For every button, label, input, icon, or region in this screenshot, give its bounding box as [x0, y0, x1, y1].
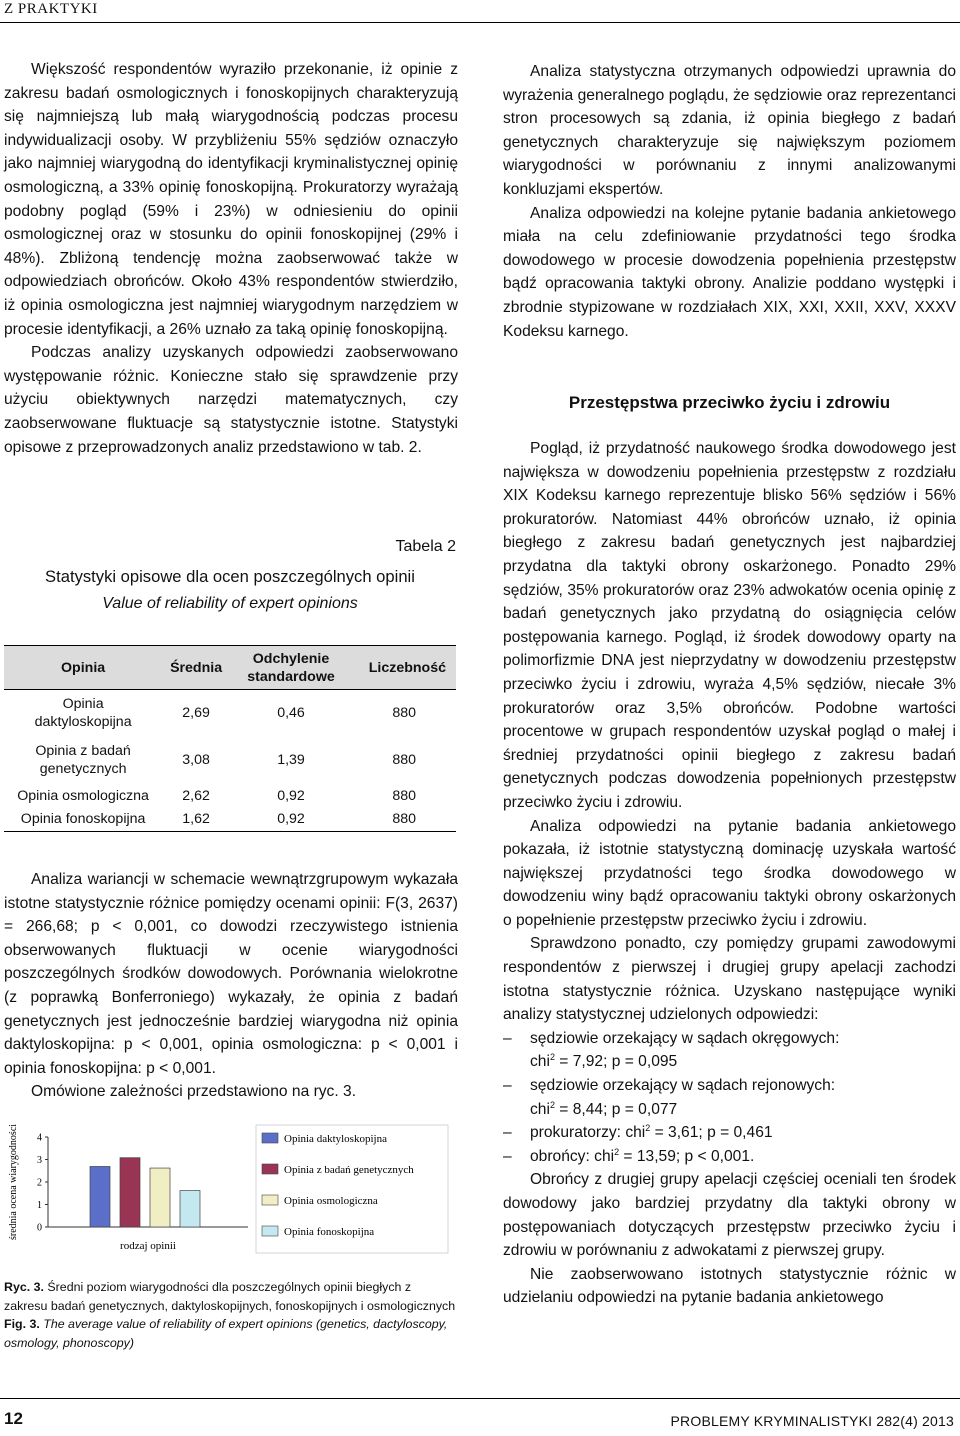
table-cell: Opinia osmologiczna: [17, 787, 149, 804]
table-cell: Opinia z badań genetycznych: [35, 743, 131, 777]
section-heading: Przestępstwa przeciwko życiu i zdrowiu: [568, 393, 891, 412]
paragraph: Analiza odpowiedzi na kolejne pytanie badania ankietowego miała na celu zdefiniowanie przydatności tego środka dowodowego w procesie dowodzenia popełnienia przestępstw bądź opracowania taktyki obrony. Analizie poddano występki i zbrodnie stypizowane w rozdziałach XIX, XXI, XXII, XXV, XXXV Kodeksu karnego.: [503, 204, 956, 340]
table-cell: 0,46: [277, 705, 305, 722]
list-dash: –: [503, 1077, 512, 1095]
result-statistic: [530, 1050, 956, 1074]
table-row: [4, 690, 456, 737]
bar: [150, 1168, 170, 1227]
table-cell: 1,62: [182, 811, 210, 828]
column-header: Opinia: [61, 659, 106, 676]
caption-english: [4, 1315, 456, 1352]
paragraph: Analiza wariancji w schemacie wewnątrzgrupowym wykazała istotne statystycznie różnice pomiędzy ocenami opinii: F(3, 2637) = 266,68; p < 0,001, co dowodzi rzeczywistego istnienia obserwowanych fluktuacji w ocenie wiarygodności poszczególnych środków dowodowych. Porównania wielokrotne (z poprawką Bonferroniego) wykazały, że opinia z badań genetycznych jest jednocześnie bardziej wiarygodna niż opinia daktyloskopijna: p < 0,001, opinia osmologiczna: p < 0,001 i opinia fonoskopijna: p < 0,001.: [4, 871, 458, 1077]
paragraph: Podczas analizy uzyskanych odpowiedzi zaobserwowano występowanie różnic. Konieczne stało się sprawdzenie przy użyciu obiektywnych narzędzi matematycznych, czy zaobserwowane fluktuacje są statystycznie istotne. Statystyki opisowe z przeprowadzonych analiz przedstawiono w tab. 2.: [4, 344, 458, 456]
table-title: Statystyki opisowe dla ocen poszczególnych opinii: [45, 567, 415, 586]
caption-text: The average value of reliability of expert opinions (genetics, dactyloscopy, osmology, phonoscopy): [4, 1317, 448, 1350]
right-column-intro: [503, 60, 956, 343]
stat-value: = 8,44; p = 0,077: [554, 1100, 678, 1118]
y-tick-label: 2: [37, 1177, 42, 1189]
section-label: Z PRAKTYKI: [4, 1, 98, 17]
legend-label: Opinia daktyloskopijna: [284, 1133, 387, 1145]
legend-label: Opinia osmologiczna: [284, 1195, 378, 1207]
result-item: [503, 1121, 956, 1145]
legend-swatch: [262, 1133, 278, 1143]
figure-caption: [4, 1278, 456, 1352]
figure-chart: [4, 1123, 456, 1258]
result-statistic: [530, 1098, 956, 1122]
bar-chart: [4, 1123, 456, 1258]
table-row: [4, 737, 456, 784]
legend-label: Opinia z badań genetycznych: [284, 1164, 414, 1176]
bar: [180, 1191, 200, 1227]
table-row: [4, 808, 456, 832]
page-number: 12: [4, 1409, 23, 1428]
table-cell: 0,92: [277, 787, 305, 804]
table-cell: 2,62: [182, 787, 210, 804]
paragraph: Sprawdzono ponadto, czy pomiędzy grupami zawodowymi respondentów z pierwszej i drugiej grupy apelacji zachodzi istotna statystycznie różnica. Uzyskano następujące wyniki analizy statystycznej udzielonych odpowiedzi:: [503, 935, 956, 1024]
paragraph: Obrońcy z drugiej grupy apelacji częściej oceniali ten środek dowodowy jako bardziej przydatny dla taktyki obrony w postępowaniach dotyczących przestępstw przeciwko życiu i zdrowiu w porównaniu z adwokatami z pierwszej grupy.: [503, 1171, 956, 1260]
list-dash: –: [503, 1147, 512, 1165]
result-group: sędziowie orzekający w sądach okręgowych:: [530, 1029, 840, 1047]
result-item: [503, 1027, 956, 1074]
list-dash: –: [503, 1124, 512, 1142]
stat-value: = 3,61; p = 0,461: [650, 1124, 773, 1142]
table-cell: 0,92: [277, 811, 305, 828]
caption-polish: [4, 1278, 456, 1315]
statistics-table: [4, 645, 456, 832]
column-header: Średnia: [170, 659, 223, 676]
table-cell: 3,08: [182, 752, 210, 768]
table-cell: 2,69: [182, 705, 210, 722]
result-group: prokuratorzy: chi: [530, 1124, 646, 1142]
bar: [120, 1158, 140, 1227]
table-cell: Opinia fonoskopijna: [20, 811, 146, 828]
column-header: Odchylenie standardowe: [247, 650, 335, 685]
footer-rule: [0, 1398, 960, 1399]
right-column-body: [503, 437, 956, 1310]
caption-text: Średni poziom wiarygodności dla poszczególnych opinii biegłych z zakresu badań genetycznych, daktyloskopijnych, fonoskopijnych i osmologicznych: [4, 1280, 456, 1313]
table-cell: 880: [392, 787, 416, 804]
paragraph: Większość respondentów wyraziło przekonanie, iż opinie z zakresu badań osmologicznych i fonoskopijnych charakteryzują się najmniejszą lub małą wiarygodnością podczas procesu indywidualizacji osoby. W przybliżeniu 55% sędziów oznaczyło jako najmniej wiarygodną do identyfikacji kryminalistycznej opinię osmologiczną, a 33% opinię fonoskopijną. Prokuratorzy wyrażają podobny pogląd (59% i 23%) w odniesieniu do opinii osmologicznej oraz w stosunku do opinii fonoskopijnej (29% i 48%). Zbliżoną tendencję można zaobserwować także w odpowiedziach obrońców. Około 43% respondentów stwierdziło, iż opinia osmologiczna jest najmniej wiarygodnym narzędziem w procesie identyfikacji, a 26% uznało za taką opinię fonoskopijną.: [4, 61, 458, 338]
list-dash: –: [503, 1029, 512, 1047]
stat-prefix: chi: [530, 1100, 550, 1118]
result-item: [503, 1074, 956, 1121]
legend-swatch: [262, 1226, 278, 1236]
table-label: Tabela 2: [395, 538, 456, 555]
stat-superscript: 2: [645, 1123, 651, 1134]
paragraph: Analiza statystyczna otrzymanych odpowiedzi uprawnia do wyrażenia generalnego poglądu, że sędziowie oraz reprezentanci stron procesowych są zdania, iż opinia biegłego z badań genetycznych charakteryzuje się największym poziomem wiarygodności w porównaniu z innymi analizowanymi konkluzjami ekspertów.: [503, 63, 956, 198]
x-axis-label: rodzaj opinii: [120, 1240, 176, 1252]
stat-prefix: chi: [530, 1053, 550, 1071]
table-cell: 880: [392, 811, 416, 828]
left-column-analysis: [4, 868, 458, 1104]
table-cell: 880: [392, 752, 416, 768]
result-group: sędziowie orzekający w sądach rejonowych:: [530, 1077, 836, 1095]
running-header: [0, 0, 960, 23]
table-subtitle: Value of reliability of expert opinions: [102, 595, 358, 612]
paragraph: Pogląd, iż przydatność naukowego środka dowodowego jest największa w dowodzeniu popełnienia przestępstw z rozdziału XIX Kodeksu karnego reprezentuje blisko 56% sędziów i 56% prokuratorów. Natomiast 44% obrońców uznało, iż opinia biegłego z zakresu badań genetycznych jest najbardziej przydatna dla taktyki obrony oskarżonego. Ponadto 29% sędziów, 35% prokuratorów oraz 23% adwokatów ocenia opinię z badań genetycznych jako przydatną do osiągnięcia celów postępowania karnego. Pogląd, iż środek dowodowy oparty na polimorfizmie DNA jest nieprzydatny w dowodzeniu przestępstw przeciwko życiu i zdrowiu, wyraża 4,5% sędziów, niecałe 3% prokuratorów oraz 3,5% obrońców. Podobne wartości procentowe w grupach respondentów uzyskał pogląd o małej i średniej przydatności opinii biegłego z zakresu badań genetycznych podczas dowodzenia popełnionych przestępstw przeciwko życiu i zdrowiu.: [503, 440, 956, 811]
caption-label: Ryc. 3.: [4, 1280, 44, 1294]
table-header-row: [4, 646, 456, 690]
table-cell: 880: [392, 705, 416, 722]
bar: [90, 1166, 110, 1227]
paragraph: Nie zaobserwowano istotnych statystycznie różnic w udzielaniu odpowiedzi na pytanie badania ankietowego: [503, 1265, 956, 1307]
legend-swatch: [262, 1195, 278, 1205]
caption-label: Fig. 3.: [4, 1317, 40, 1332]
left-column-intro: [4, 58, 458, 459]
stat-superscript: 2: [614, 1146, 620, 1157]
y-tick-label: 3: [37, 1155, 42, 1166]
result-item: [503, 1145, 956, 1169]
paragraph: Omówione zależności przedstawiono na ryc. 3.: [31, 1083, 357, 1101]
y-tick-label: 4: [37, 1132, 42, 1144]
stat-value: = 13,59; p < 0,001.: [619, 1147, 755, 1165]
column-header: Liczebność: [368, 659, 446, 676]
table-cell: Opinia daktyloskopijna: [34, 696, 132, 731]
stat-value: = 7,92; p = 0,095: [554, 1053, 678, 1071]
journal-title: PROBLEMY KRYMINALISTYKI 282(4) 2013: [670, 1413, 954, 1429]
table-cell: 1,39: [277, 752, 305, 768]
y-axis-label: średnia ocena wiarygodności: [8, 1123, 19, 1241]
y-tick-label: 0: [37, 1222, 42, 1234]
stat-superscript: 2: [549, 1099, 555, 1110]
y-tick-label: 1: [37, 1200, 42, 1211]
result-group: obrońcy: chi: [530, 1147, 615, 1165]
legend-label: Opinia fonoskopijna: [284, 1226, 375, 1238]
paragraph: Analiza odpowiedzi na pytanie badania ankietowego pokazała, iż istotnie statystyczną dominację uzyskała wartość największej przydatności tego środka dowodowego w dowodzeniu winy bądź opracowaniu taktyki obrony oskarżonych o popełnienie przestępstw przeciwko życiu i zdrowiu.: [503, 817, 956, 929]
table-row: [4, 784, 456, 808]
results-list: [503, 1027, 956, 1169]
stat-superscript: 2: [549, 1052, 555, 1063]
legend-swatch: [262, 1164, 278, 1174]
